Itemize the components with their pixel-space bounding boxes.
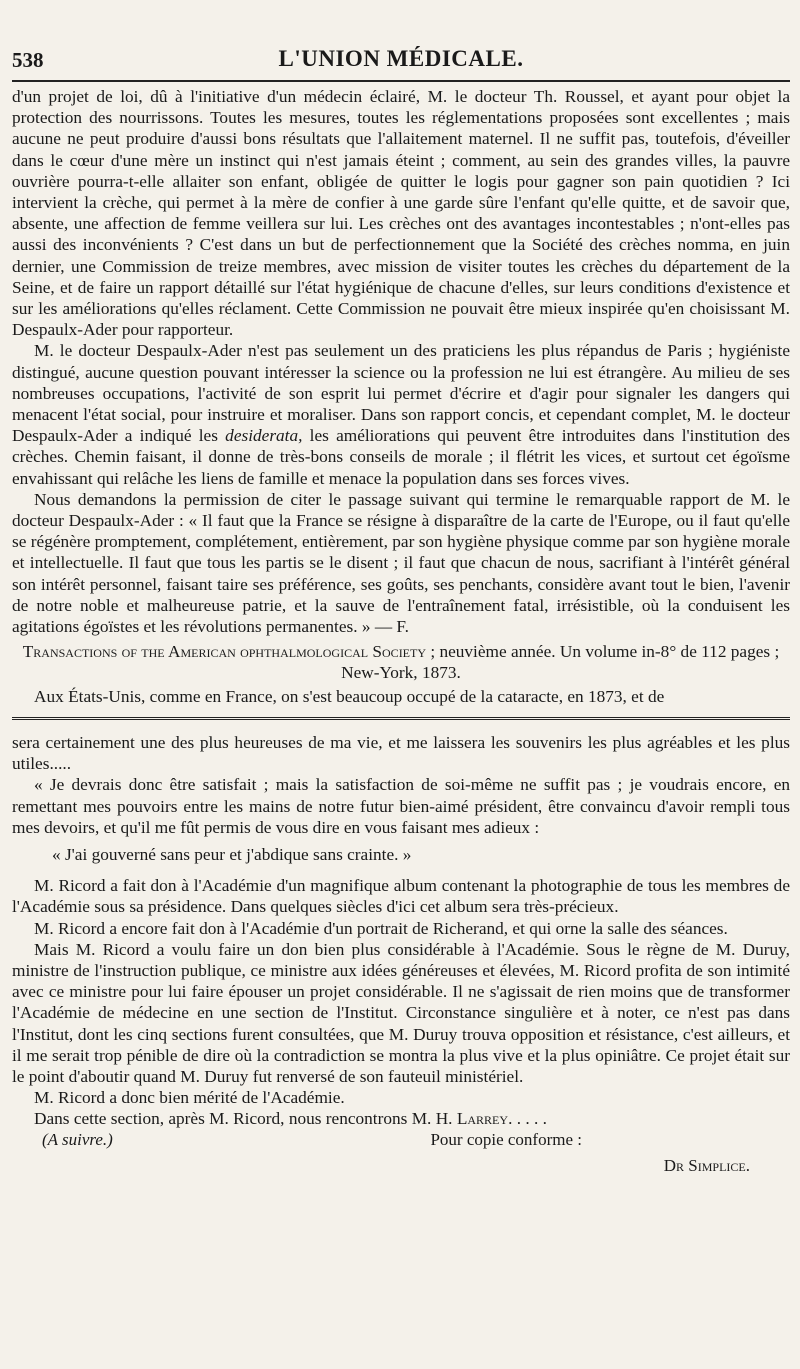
signoff-row: [12, 1130, 790, 1150]
book-title: Transactions of the American ophthalmological Society: [22, 642, 427, 662]
larrey-name: Larrey: [456, 1109, 509, 1129]
top-article: [12, 86, 790, 707]
paragraph-citation: Nous demandons la permission de citer le passage suivant qui termine le remarquable rapport de M. le docteur Despaulx-Ader : « Il faut que la France se résigne à disparaître de la carte de l'Europe, ou il faut qu'elle se régénère promptement, complétement, entièrement, par son hygiène physique comme par son hygiène morale et intellectuelle. Il faut que tous les partis se le disent ; il faut que chacun de nous, sacrifiant à l'intérêt général son intérêt personnel, faisant taire ses préférence, ses goûts, ses penchants, considère avant tout le bien, l'avenir de notre noble et malheureuse patrie, et la sauve de l'entraînement fatal, irrésistible, où la conduisent les agitations égoïstes et les révolutions permanentes. » — F.: [12, 489, 790, 637]
paragraph-projet-de-loi: d'un projet de loi, dû à l'initiative d'un médecin éclairé, M. le docteur Th. Roussel, et ayant pour objet la protection des nourrissons. Toutes les mesures, toutes les réglementations proposées sont excellentes ; mais aucune ne peut produire d'aussi bons résultats que l'allaitement maternel. Il ne suffit pas, toutefois, d'éveiller dans le cœur d'une mère un instinct qui n'est jamais éteint ; comment, au sein des grandes villes, la pauvre ouvrière pourra-t-elle allaiter son enfant, obligée de quitter le logis pour gagner son pain quotidien ? Ici intervient la crèche, qui permet à la mère de confier à une garde sûre l'enfant qu'elle quitte, et de savoir que, absente, une affection de femme veillera sur lui. Les crèches ont des avantages incontestables ; n'ont-elles pas aussi des inconvénients ? C'est dans un but de perfectionnement que la Société des crèches nomma, en juin dernier, une Commission de treize membres, avec mission de visiter toutes les crèches du département de la Seine, et de faire un rapport détaillé sur l'état hygiénique de chacune d'elles, sur leurs conditions d'existence et sur les améliorations qu'elles réclament. Cette Commission ne pouvait être mieux inspirée qu'en choisissant M. Despaulx-Ader pour rapporteur.: [12, 87, 790, 340]
running-title: L'UNION MÉDICALE.: [278, 46, 524, 71]
paragraph-institut: Mais M. Ricord a voulu faire un don bien plus considérable à l'Académie. Sous le règne de M. Duruy, ministre de l'instruction publique, ce ministre aux idées généreuses et élevées, M. Ricord profita de son intimité avec ce ministre pour lui faire épouser un projet considérable. Il ne s'agissait de rien moins que de transformer l'Académie de médecine en une section de l'Institut. Circonstance singulière et à noter, ce n'est pas dans l'Institut, dont les cinq sections furent consultées, que M. Duruy trouva opposition et résistance, c'est ailleurs, et il me serait trop pénible de dire où la contradiction se montra la plus vive et la plus opiniâtre. Ce projet était sur le point d'aboutir quand M. Duruy fut renversé de son fauteuil ministériel.: [12, 939, 790, 1086]
header-rule: [12, 80, 790, 82]
larrey-prefix: Dans cette section, après M. Ricord, nous rencontrons M. H.: [34, 1109, 457, 1129]
section-separator: [12, 717, 790, 720]
paragraph-despaulx-ader-text: M. le docteur Despaulx-Ader n'est pas seulement un des praticiens les plus répandus de Paris ; hygiéniste distingué, aucune question pouvant intéresser la science ou la profession ne lui est étrangère. Au milieu de ses nombreuses occupations, l'activité de son esprit lui permet d'écrire et d'agir pour signaler les dangers qui menacent l'état social, pour instruire et moraliser. Dans son rapport concis, et cependant complet, M. le docteur Despaulx-Ader a indiqué les: [12, 341, 790, 446]
feuilleton: [12, 732, 790, 1176]
paragraph-album: M. Ricord a fait don à l'Académie d'un magnifique album contenant la photographie de tous les membres de l'Académie sous sa présidence. Dans quelques siècles d'ici cet album sera très-précieux.: [12, 876, 790, 917]
page-number: 538: [12, 48, 44, 72]
signature: Dr Simplice.: [663, 1155, 750, 1175]
paragraph-satisfait: « Je devrais donc être satisfait ; mais la satisfaction de soi-même ne suffit pas ; je voudrais encore, en remettant mes pouvoirs entre les mains de notre futur bien-aimé président, être convaincu d'avoir rempli tous mes devoirs, et qu'il me fût permis de vous dire en vous faisant mes adieux :: [12, 775, 790, 837]
larrey-suffix: . . . . .: [508, 1109, 547, 1129]
paragraph-despaulx-ader: [12, 340, 790, 488]
verse-quote: « J'ai gouverné sans peur et j'abdique sans crainte. »: [52, 844, 412, 864]
paragraph-souvenirs: sera certainement une des plus heureuses de ma vie, et me laissera les souvenirs les plus agréables et les plus utiles.....: [12, 732, 790, 774]
copie-conforme: Pour copie conforme :: [430, 1129, 582, 1149]
page-header: [12, 40, 790, 80]
paragraph-portrait: M. Ricord a encore fait don à l'Académie d'un portrait de Richerand, et qui orne la salle des séances.: [34, 918, 728, 938]
paragraph-merite: M. Ricord a donc bien mérité de l'Académie.: [34, 1088, 345, 1108]
desiderata-italic: desiderata,: [225, 426, 303, 446]
book-details: ; neuvième année. Un volume in-8° de 112 pages ; New-York, 1873.: [341, 642, 780, 683]
paragraph-cataracte: Aux États-Unis, comme en France, on s'est beaucoup occupé de la cataracte, en 1873, et de: [34, 686, 665, 706]
paragraph-larrey: [12, 1108, 790, 1129]
book-notice: [12, 641, 790, 683]
a-suivre: (A suivre.): [42, 1129, 113, 1149]
desiderata-continuation: les améliorations qui peuvent être introduites dans l'institution des crèches. Chemin faisant, il donne de très-bons conseils de morale ; il flétrit les vices, et surtout cet égoïsme envahissant qui relâche les liens de famille et menace la population dans ses forces vives.: [12, 426, 791, 488]
